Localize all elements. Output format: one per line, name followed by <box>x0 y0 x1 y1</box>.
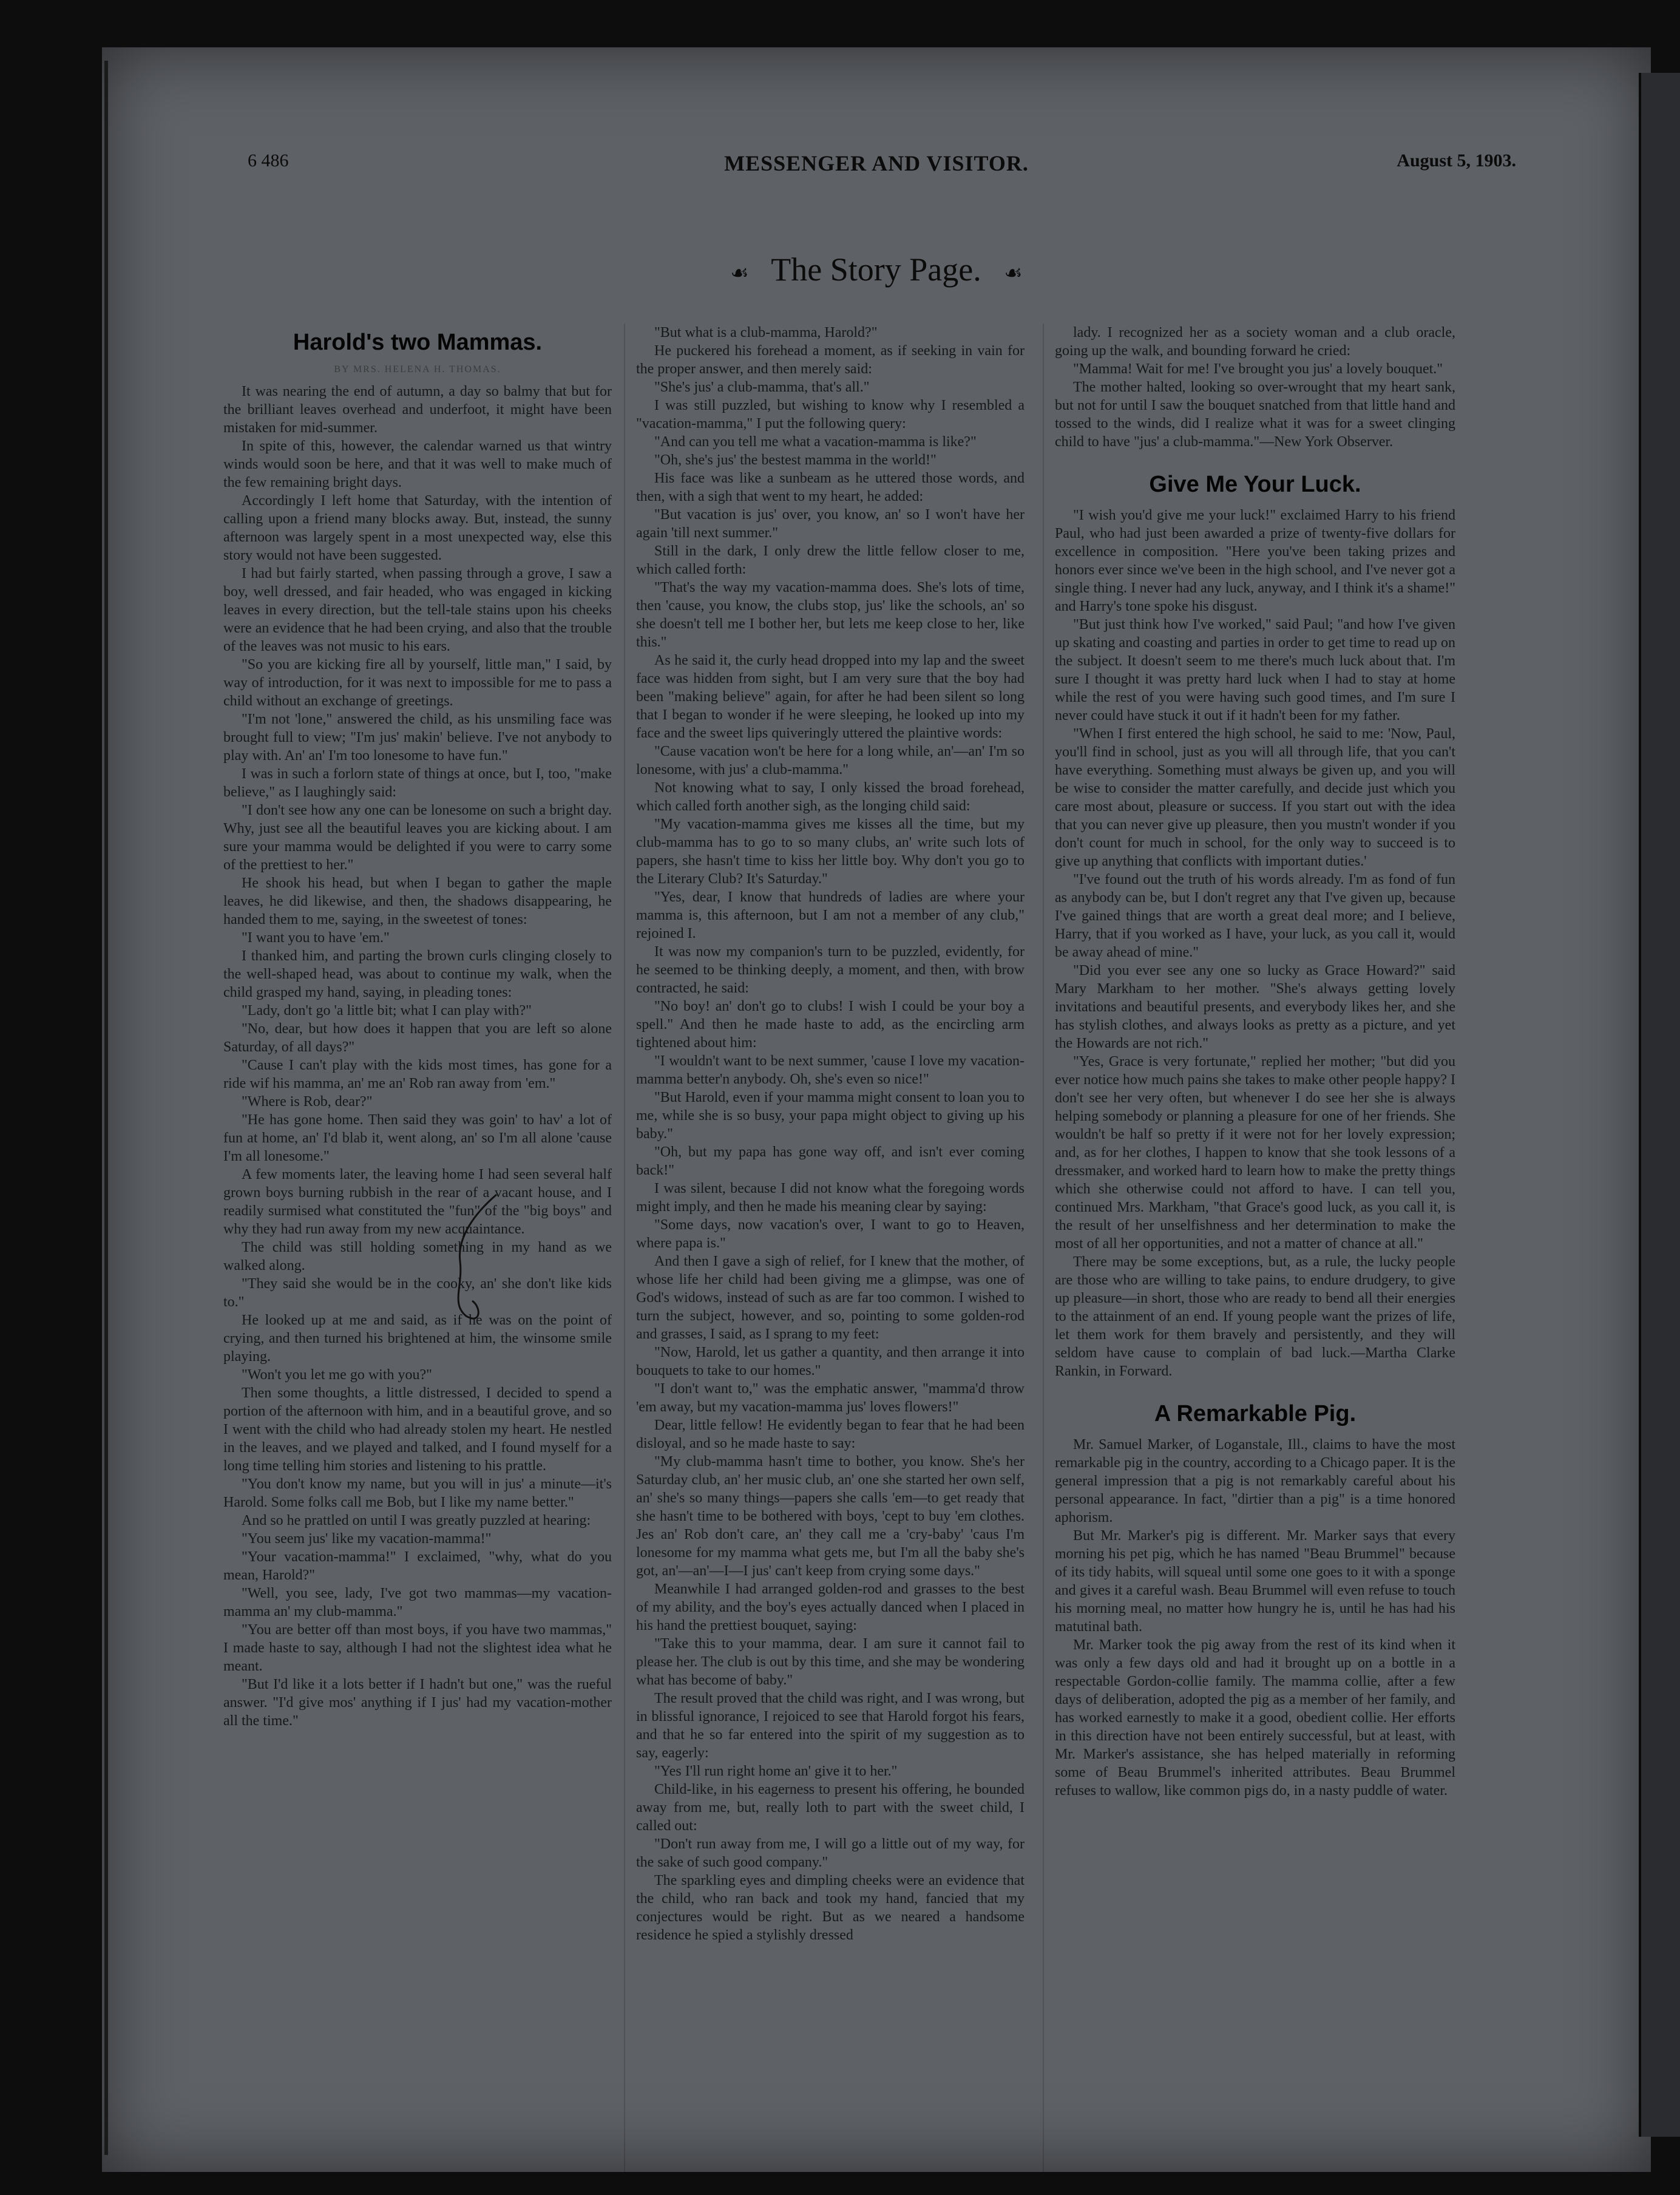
issue-date: August 5, 1903. <box>1397 151 1516 171</box>
paragraph: It was now my companion's turn to be puzzled, evidently, for he seemed to be thinking deeply, a moment, and then, with brow contracted, he said: <box>636 944 1025 996</box>
article-byline: BY MRS. HELENA H. THOMAS. <box>334 364 501 375</box>
paragraph: I had but fairly started, when passing through a grove, I saw a boy, well dressed, and fair headed, who was engaged in kicking leaves in every direction, but the tell-tale stains upon his cheeks were an evidence that he had been crying, and also that the trouble of the leaves was not music to his ears. <box>223 566 612 654</box>
paragraph: "I've found out the truth of his words already. I'm as fond of fun as anybody can be, but I don't regret any that I've given up, because I've gained things that are worth a great deal more; and I believe, Harry, that if you worked as I have, your luck, as you call it, would be away ahead of mine." <box>1055 872 1455 960</box>
column-divider <box>624 324 625 2172</box>
page-header <box>102 151 1651 187</box>
article-body-harold-end <box>1055 324 1455 451</box>
article-title-harold: Harold's two Mammas. <box>293 330 543 355</box>
paragraph: "But just think how I've worked," said Paul; "and how I've given up skating and coasting and parties in order to get time to read up on the subject. It doesn't seem to me there's much luck about that. I'm sure I thought it was pretty hard luck when I had to stay at home while the rest of you were having such good times, and I'm sure I never could have stuck it out if it hadn't been for my father. <box>1055 617 1455 724</box>
paragraph: There may be some exceptions, but, as a rule, the lucky people are those who are willing to take pains, to endure drudgery, to give up pleasure—in short, those who are ready to bend all their energies to the attainment of an end. If young people want the prizes of life, let them work for them bravely and persistently, and they will seldom have cause to complain of bad luck.—Martha Clarke Rankin, in Forward. <box>1055 1254 1455 1379</box>
paragraph: "So you are kicking fire all by yourself, little man," I said, by way of introduction, for it was next to impossible for me to pass a child without an exchange of greetings. <box>223 657 612 709</box>
paragraph: "But what is a club-mamma, Harold?" <box>654 325 878 341</box>
paragraph: Mr. Samuel Marker, of Loganstale, Ill., claims to have the most remarkable pig in the country, according to a Chicago paper. It is the general impression that a pig is not remarkably careful about his personal appearance. In fact, "dirtier than a pig" is a time honored aphorism. <box>1055 1437 1455 1525</box>
paragraph: In spite of this, however, the calendar warned us that wintry winds would soon be here, and that it was well to make much of the few remaining bright days. <box>223 438 612 490</box>
paragraph: "And can you tell me what a vacation-mamma is like?" <box>654 434 977 450</box>
paragraph: "Where is Rob, dear?" <box>242 1094 373 1110</box>
paragraph: Then some thoughts, a little distressed, I decided to spend a portion of the afternoon with him, and in a beautiful grove, and so I went with the child who had already stolen my heart. He nestled in the leaves, and we played and talked, and I found myself for a long time telling him stories and listening to his prattle. <box>223 1385 612 1474</box>
paragraph: lady. I recognized her as a society woman and a club oracle, going up the walk, and bounding forward he cried: <box>1055 325 1455 359</box>
paragraph: "He has gone home. Then said they was goin' to hav' a lot of fun at home, an' I'd blab it, went along, an' so I'm all alone 'cause I'm all lonesome." <box>223 1112 612 1164</box>
article-title-pig: A Remarkable Pig. <box>1154 1401 1357 1427</box>
paragraph: "I'm not 'lone," answered the child, as his unsmiling face was brought full to view; "I'm jus' makin' believe. I've not anybody to play with. An' an' I'm too lonesome to have fun." <box>223 711 612 764</box>
paragraph: "She's jus' a club-mamma, that's all." <box>654 379 870 395</box>
paragraph: "When I first entered the high school, he said to me: 'Now, Paul, you'll find in school, just as you will all through life, that you can't have everything. Something must always be given up, and you will be wise to consider the matter carefully, and decide just which you care most about, pleasure or success. If you start out with the idea that you can never give up pleasure, then you mustn't wonder if you don't count for much in school, for the only way to succeed is to give up anything that conflicts with important duties.' <box>1055 726 1455 869</box>
page-number: 6 486 <box>248 151 289 171</box>
section-title-text: The Story Page. <box>771 251 981 288</box>
paragraph: I thanked him, and parting the brown curls clinging closely to the well-shaped head, was about to continue my walk, when the child grasped my hand, saying, in pleading tones: <box>223 948 612 1000</box>
paragraph: "Yes I'll run right home an' give it to her." <box>654 1763 898 1779</box>
paragraph: Mr. Marker took the pig away from the rest of its kind when it was only a few days old and had it brought up on a bottle in a respectable Gordon-collie family. The mamma collie, after a few days of deliberation, adopted the pig as a member of her family, and has worked earnestly to make it a good, obedient collie. Her efforts in this direction have not been entirely successful, but at least, with Mr. Marker's assistance, she has helped materially in reforming some of Beau Brummel's inherited attributes. Beau Brummel refuses to wallow, like common pigs do, in a nasty puddle of water. <box>1055 1637 1455 1799</box>
paragraph: "Oh, but my papa has gone way off, and isn't ever coming back!" <box>636 1144 1025 1178</box>
paragraph: It was nearing the end of autumn, a day so balmy that but for the brilliant leaves overhead and underfoot, it might have been mistaken for mid-summer. <box>223 384 612 436</box>
page-right-edge <box>1639 73 1641 2137</box>
paragraph: "But Harold, even if your mamma might consent to loan you to me, while she is so busy, your papa might object to giving up his baby." <box>636 1090 1025 1142</box>
paragraph: As he said it, the curly head dropped into my lap and the sweet face was hidden from sight, but I am very sure that the boy had been "making believe" again, for after he had been silent so long that I began to wonder if he were sleeping, he looked up into my face and the sweet lips quiveringly uttered the plaintive words: <box>636 653 1025 741</box>
paragraph: "That's the way my vacation-mamma does. She's lots of time, then 'cause, you know, the clubs stop, jus' like the schools, an' so she doesn't tell me I bother her, but lets me keep close to her, like this." <box>636 580 1025 650</box>
paragraph: I was silent, because I did not know what the foregoing words might imply, and then he made his meaning clear by saying: <box>636 1181 1025 1215</box>
paragraph: The result proved that the child was right, and I was wrong, but in blissful ignorance, I rejoiced to see that Harold forgot his fears, and that he so far entered into the spirit of my suggestion as to say, eagerly: <box>636 1691 1025 1761</box>
article-body-luck <box>1055 506 1455 1380</box>
paragraph: "My vacation-mamma gives me kisses all the time, but my club-mamma has to go to so many clubs, an' write such lots of papers, she hasn't time to kiss her little boy. Why don't you go to the Literary Club? It's Saturday." <box>636 816 1025 887</box>
paragraph: "I wouldn't want to be next summer, 'cause I love my vacation-mamma better'n anybody. Oh, she's even so nice!" <box>636 1053 1025 1087</box>
paragraph: Dear, little fellow! He evidently began to fear that he had been disloyal, and so he made haste to say: <box>636 1417 1025 1451</box>
paragraph: And so he prattled on until I was greatly puzzled at hearing: <box>242 1513 591 1528</box>
column-1 <box>223 324 612 2172</box>
paragraph: I was still puzzled, but wishing to know why I resembled a "vacation-mamma," I put the following query: <box>636 398 1025 432</box>
ornament-right-icon: ☙ <box>1004 262 1023 285</box>
masthead: MESSENGER AND VISITOR. <box>724 151 1029 175</box>
paragraph: "They said she would be in the cooky, an' she don't like kids to." <box>223 1276 612 1310</box>
ornament-left-icon: ☙ <box>730 262 749 285</box>
ink-scribble-mark <box>439 1189 512 1328</box>
paragraph: "I don't want to," was the emphatic answer, "mamma'd throw 'em away, but my vacation-mamma jus' loves flowers!" <box>636 1381 1025 1415</box>
paragraph: "Mamma! Wait for me! I've brought you jus' a lovely bouquet." <box>1073 361 1443 377</box>
paragraph: "I wish you'd give me your luck!" exclaimed Harry to his friend Paul, who had just been awarded a prize of twenty-five dollars for excellence in composition. "Here you've been taking prizes and honors ever since we've been in the high school, and I've never got a single thing. I never had any luck, anyway, and I think it's a shame!" and Harry's tone spoke his disgust. <box>1055 507 1455 614</box>
paragraph: "I don't see how any one can be lonesome on such a bright day. Why, just see all the beautiful leaves you are kicking about. I am sure your mamma would be delighted if you were to carry some of the prettiest to her." <box>223 802 612 873</box>
paragraph: "Yes, dear, I know that hundreds of ladies are where your mamma is, this afternoon, but I am not a member of any club," rejoined I. <box>636 889 1025 941</box>
paragraph: "No boy! an' don't go to clubs! I wish I could be your boy a spell." And then he made haste to add, as the encircling arm tightened about him: <box>636 999 1025 1051</box>
paragraph: Meanwhile I had arranged golden-rod and grasses to the best of my ability, and the boy's eyes actually danced when I placed in his hand the prettiest bouquet, saying: <box>636 1581 1025 1634</box>
article-body-harold-continued <box>636 324 1025 1944</box>
paragraph: And then I gave a sigh of relief, for I knew that the mother, of whose life her child had been giving me a glimpse, was one of God's widows, instead of such as are far too common. I wished to turn the subject, however, and so, pointing to some golden-rod and grasses, I said, as I sprang to my feet: <box>636 1254 1025 1342</box>
paragraph: Accordingly I left home that Saturday, with the intention of calling upon a friend many blocks away. But, instead, the sunny afternoon was largely spent in a most unexpected way, else this story would not have been suggested. <box>223 493 612 563</box>
paragraph: "You don't know my name, but you will in jus' a minute—it's Harold. Some folks call me Bob, but I like my name better." <box>223 1476 612 1510</box>
paragraph: He puckered his forehead a moment, as if seeking in vain for the proper answer, and then merely said: <box>636 343 1025 377</box>
paragraph: "Did you ever see any one so lucky as Grace Howard?" said Mary Markham to her mother. "She's always getting lovely invitations and beautiful presents, and everybody likes her, and she has stylish clothes, and always looks as pretty as a picture, and yet the Howards are not rich." <box>1055 963 1455 1051</box>
paragraph: A few moments later, the leaving home I had seen several half grown boys burning rubbish in the rear of a vacant house, and I readily surmised what constituted the "fun" of the "big boys" and why they had run away from my new acquaintance. <box>223 1167 612 1237</box>
paragraph: "No, dear, but how does it happen that you are left so alone Saturday, of all days?" <box>223 1021 612 1055</box>
paragraph: "Oh, she's jus' the bestest mamma in the world!" <box>654 452 937 468</box>
paragraph: Child-like, in his eagerness to present his offering, he bounded away from me, but, really loth to part with the sweet child, I called out: <box>636 1782 1025 1834</box>
paragraph: Still in the dark, I only drew the little fellow closer to me, which called forth: <box>636 543 1025 577</box>
section-title <box>102 251 1651 288</box>
article-title-luck: Give Me Your Luck. <box>1149 472 1361 497</box>
paragraph: I was in such a forlorn state of things at once, but I, too, "make believe," as I laughingly said: <box>223 766 612 800</box>
paragraph: But Mr. Marker's pig is different. Mr. Marker says that every morning his pet pig, which he has named "Beau Brummel" because of its tidy habits, will squeal until some one goes to it with a sponge and gives it a careful wash. Beau Brummel will even refuse to touch his morning meal, no matter how hungry he is, until he has had his matutinal bath. <box>1055 1528 1455 1635</box>
paragraph: The child was still holding something in my hand as we walked along. <box>223 1240 612 1274</box>
paragraph: "My club-mamma hasn't time to bother, you know. She's her Saturday club, an' her music club, an' one she started her own self, an' she's so many things—papers she calls 'em—to get ready that she hasn't time to be bothered with boys, 'cept to buy 'em clothes. Jes an' Rob don't care, an' they call me a 'cry-baby' 'caus I'm lonesome for my mamma what gets me, but I'm all the baby she's got, an'—an'—I—I jus' can't keep from crying some days." <box>636 1454 1025 1579</box>
paragraph: "You seem jus' like my vacation-mamma!" <box>242 1531 492 1547</box>
article-body-harold <box>223 382 612 1730</box>
paragraph: "Take this to your mamma, dear. I am sure it cannot fail to please her. The club is out by this time, and she may be wondering what has become of baby." <box>636 1636 1025 1688</box>
paragraph: "But I'd like it a lots better if I hadn't but one," was the rueful answer. "I'd give mos' anything if I jus' had my vacation-mother all the time." <box>223 1677 612 1729</box>
paragraph: "Cause I can't play with the kids most times, has gone for a ride wif his mamma, an' me an' Rob ran away from 'em." <box>223 1057 612 1091</box>
column-3 <box>1055 324 1455 2172</box>
paragraph: "I want you to have 'em." <box>242 930 390 946</box>
newspaper-page <box>102 47 1651 2172</box>
article-body-pig <box>1055 1436 1455 1800</box>
paragraph: His face was like a sunbeam as he uttered those words, and then, with a sigh that went to my heart, he added: <box>636 470 1025 504</box>
column-2 <box>636 324 1025 2172</box>
paragraph: "But vacation is jus' over, you know, an' so I won't have her again 'till next summer." <box>636 507 1025 541</box>
paragraph: "Yes, Grace is very fortunate," replied her mother; "but did you ever notice how much pains she takes to make other people happy? I don't see her very often, but whenever I do see her she is always helping somebody or planning a pleasure for one of her friends. She wouldn't be half so pretty if it were not for her lovely expression; and, as for her clothes, I happen to know that she took lessons of a dressmaker, and worked hard to learn how to make the pretty things which she otherwise could not afford to have. I can tell you, continued Mrs. Markham, "that Grace's good luck, as you call it, is the result of her unselfishness and her determination to make the most of all her opportunities, and not a matter of chance at all." <box>1055 1054 1455 1252</box>
page-right-margin <box>1639 73 1680 2137</box>
paragraph: "Won't you let me go with you?" <box>242 1367 432 1383</box>
paragraph: "Your vacation-mamma!" I exclaimed, "why, what do you mean, Harold?" <box>223 1549 612 1583</box>
paragraph: "You are better off than most boys, if you have two mammas," I made haste to say, although I had not the slightest idea what he meant. <box>223 1622 612 1674</box>
paragraph: "Some days, now vacation's over, I want to go to Heaven, where papa is." <box>636 1217 1025 1251</box>
paragraph: He shook his head, but when I began to gather the maple leaves, he did likewise, and then, the shadows disappearing, he handed them to me, saying, in the sweetest of tones: <box>223 875 612 928</box>
paragraph: "Lady, don't go 'a little bit; what I can play with?" <box>242 1003 532 1019</box>
paragraph: "Well, you see, lady, I've got two mammas—my vacation-mamma an' my club-mamma." <box>223 1586 612 1620</box>
paragraph: The sparkling eyes and dimpling cheeks were an evidence that the child, who ran back and took my hand, fancied that my conjectures would be right. But as we neared a handsome residence he spied a stylishly dressed <box>636 1873 1025 1943</box>
paragraph: He looked up at me and said, as if he was on the point of crying, and then turned his brightened at him, the winsome smile playing. <box>223 1312 612 1365</box>
paragraph: "Don't run away from me, I will go a little out of my way, for the sake of such good company." <box>636 1836 1025 1870</box>
paragraph: "Now, Harold, let us gather a quantity, and then arrange it into bouquets to take to our homes." <box>636 1345 1025 1379</box>
page-left-edge <box>104 61 108 2155</box>
column-divider <box>1043 324 1044 2172</box>
paragraph: Not knowing what to say, I only kissed the broad forehead, which called forth another sigh, as the longing child said: <box>636 780 1025 814</box>
paragraph: The mother halted, looking so over-wrought that my heart sank, but not for until I saw the bouquet snatched from that little hand and tossed to the winds, did I realize what it was for a sweet clinging child to have "jus' a club-mamma."—New York Observer. <box>1055 379 1455 450</box>
paragraph: "Cause vacation won't be here for a long while, an'—an' I'm so lonesome, with jus' a club-mamma." <box>636 744 1025 778</box>
